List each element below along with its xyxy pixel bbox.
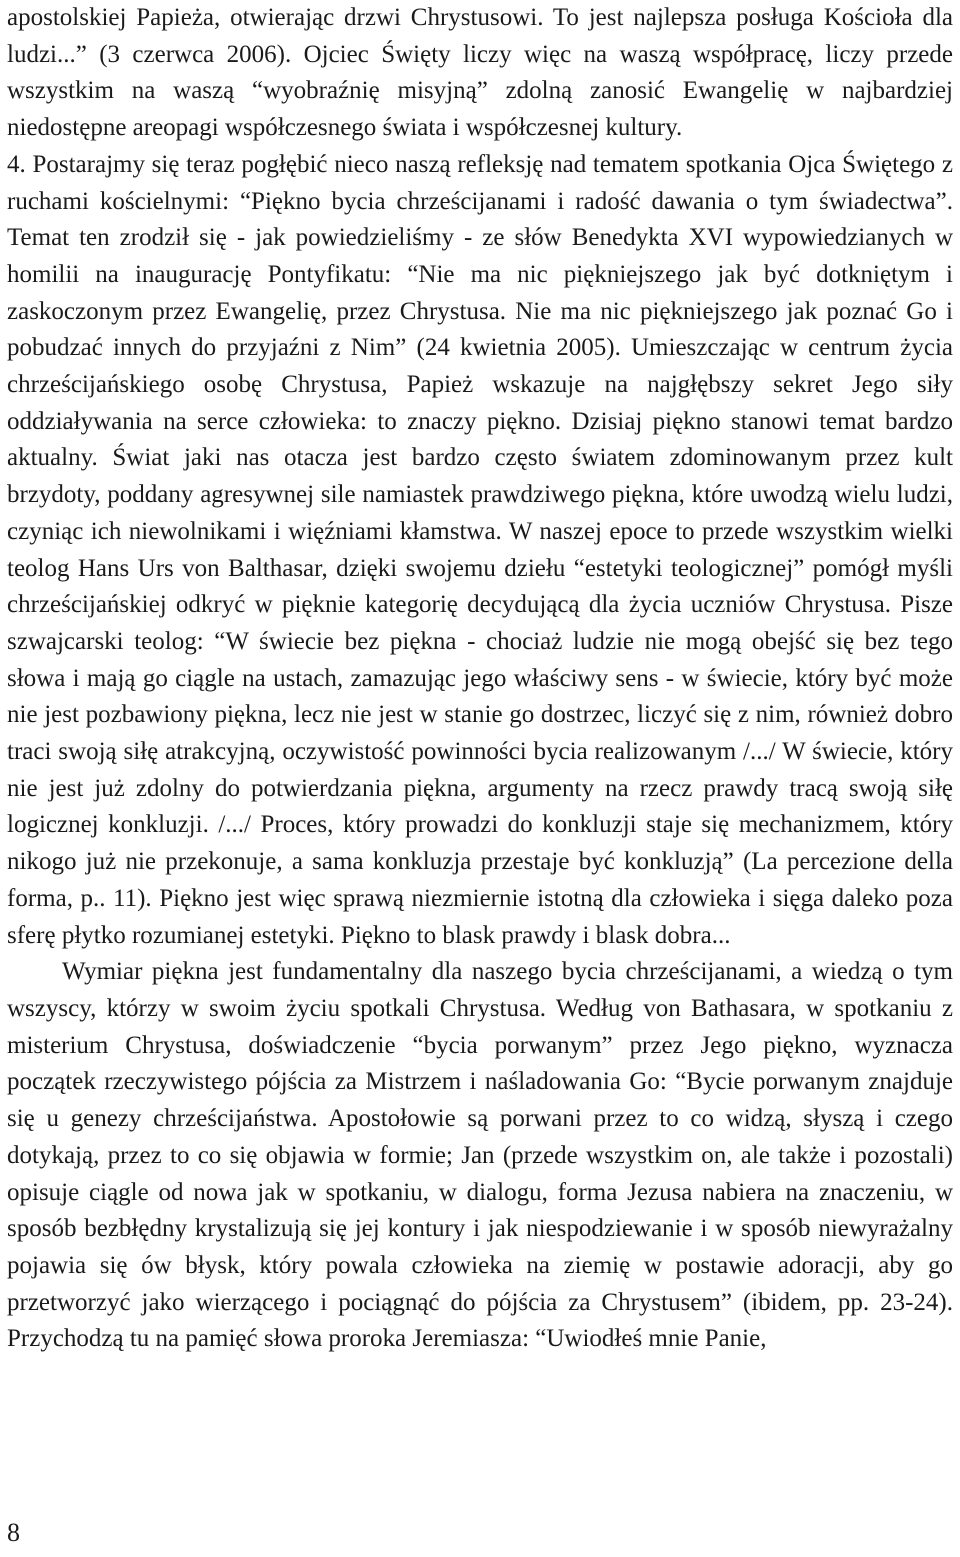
document-page: [7, 0, 953, 1557]
paragraph-beauty-dimension: Wymiar piękna jest fundamentalny dla naszego bycia chrześcijanami, a wiedzą o tym wszyscy, którzy w swoim życiu spotkali Chrystusa. Według von Bathasara, w spotkaniu z misterium Chrystusa, doświadczenie “bycia porwanym” przez Jego piękno, wyznacza początek rzeczywistego pójścia za Mistrzem i naśladowania Go: “Bycie porwanym znajduje się u genezy chrześcijaństwa. Apostołowie są porwani przez to co widzą, słyszą i czego dotykają, przez to co się objawia w formie; Jan (przede wszystkim on, ale także i pozostali) opisuje ciągle od nowa jak w spotkaniu, w dialogu, forma Jezusa nabiera na znaczeniu, w sposób bezbłędny krystalizują się jej kontury i jak niespodziewanie i w sposób niewyrażalny pojawia się ów błysk, który powala człowieka na ziemię w postawie adoracji, aby go przetworzyć jako wierzącego i pociągnąć do pójścia za Chrystusem” (ibidem, pp. 23-24). Przychodzą tu na pamięć słowa proroka Jeremiasza: “Uwiodłeś mnie Panie,: [7, 958, 953, 1353]
page-number: 8: [7, 1518, 20, 1547]
paragraph-continuation: apostolskiej Papieża, otwierając drzwi Chrystusowi. To jest najlepsza posługa Kościoła dla ludzi...” (3 czerwca 2006). Ojciec Święty liczy więc na waszą współpracę, liczy przede wszystkim na waszą “wyobraźnię misyjną” zdolną zanosić Ewangelię w najbardziej niedostępne areopagi współczesnego świata i współczesnej kultury.: [7, 4, 953, 142]
paragraph-section-4: 4. Postarajmy się teraz pogłębić nieco naszą refleksję nad tematem spotkania Ojca Świętego z ruchami kościelnymi: “Piękno bycia chrześcijanami i radość dawania o tym świadectwa”. Temat ten zrodził się - jak powiedzieliśmy - ze słów Benedykta XVI wypowiedzianych w homilii na inaugurację Pontyfikatu: “Nie ma nic piękniejszego jak być dotkniętym i zaskoczonym przez Ewangelię, przez Chrystusa. Nie ma nic piękniejszego jak poznać Go i pobudzać innych do przyjaźni z Nim” (24 kwietnia 2005). Umieszczając w centrum życia chrześcijańskiego osobę Chrystusa, Papież wskazuje na najgłębszy sekret Jego siły oddziaływania na serce człowieka: to znaczy piękno. Dzisiaj piękno stanowi temat bardzo aktualny. Świat jaki nas otacza jest bardzo często światem zdominowanym przez kult brzydoty, poddany agresywnej sile namiastek prawdziwego piękna, które uwodzą wielu ludzi, czyniąc ich niewolnikami i więźniami kłamstwa. W naszej epoce to przede wszystkim wielki teolog Hans Urs von Balthasar, dzięki swojemu dziełu “estetyki teologicznej” pomógł myśli chrześcijańskiej odkryć w pięknie kategorię decydującą dla życia uczniów Chrystusa. Pisze szwajcarski teolog: “W świecie bez piękna - chociaż ludzie nie mogą obejść się bez tego słowa i mają go ciągle na ustach, zamazując jego właściwy sens - w świecie, który być może nie jest pozbawiony piękna, lecz nie jest w stanie go dostrzec, liczyć się z nim, również dobro traci swoją siłę atrakcyjną, oczywistość powinności bycia realizowanym /.../ W świecie, który nie jest już zdolny do potwierdzania piękna, argumenty na rzecz prawdy tracą swoją siłę logicznej konkluzji. /.../ Proces, który prowadzi do konkluzji staje się mechanizmem, który nikogo już nie przekonuje, a sama konkluzja przestaje być konkluzją” (La percezione della forma, p.. 11). Piękno jest więc sprawą niezmiernie istotną dla człowieka i sięga daleko poza sferę płytko rozumianej estetyki. Piękno to blask prawdy i blask dobra...: [7, 150, 953, 949]
body-text: [7, 0, 953, 1358]
